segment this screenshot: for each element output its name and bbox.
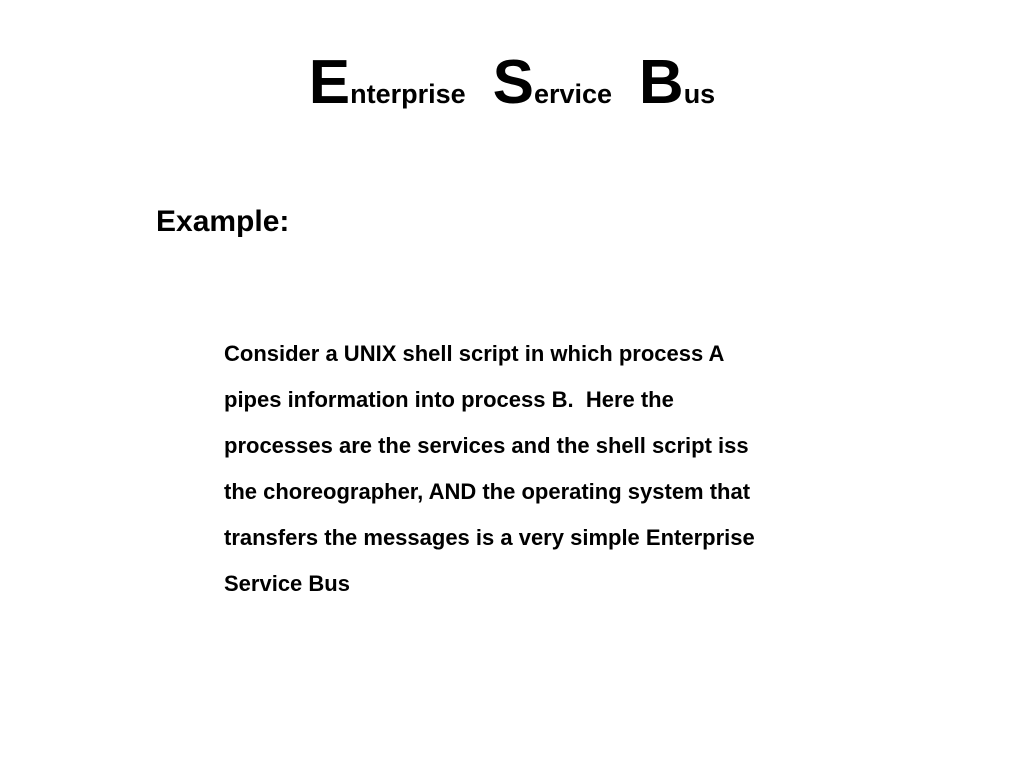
body-line: Consider a UNIX shell script in which process A xyxy=(224,341,725,366)
title-word-bus: Bus xyxy=(638,48,716,117)
body-line: transfers the messages is a very simple Enterprise xyxy=(224,525,755,550)
slide-title xyxy=(0,48,1024,117)
example-body xyxy=(224,331,864,607)
body-line: processes are the services and the shell script iss xyxy=(224,433,749,458)
body-line: Service Bus xyxy=(224,571,350,596)
example-heading: Example: xyxy=(156,205,290,238)
title-word-enterprise: Enterprise xyxy=(308,48,466,117)
body-line: the choreographer, AND the operating system that xyxy=(224,479,751,504)
body-line: pipes information into process B. Here the xyxy=(224,387,674,412)
title-word-service: Service xyxy=(492,48,613,117)
